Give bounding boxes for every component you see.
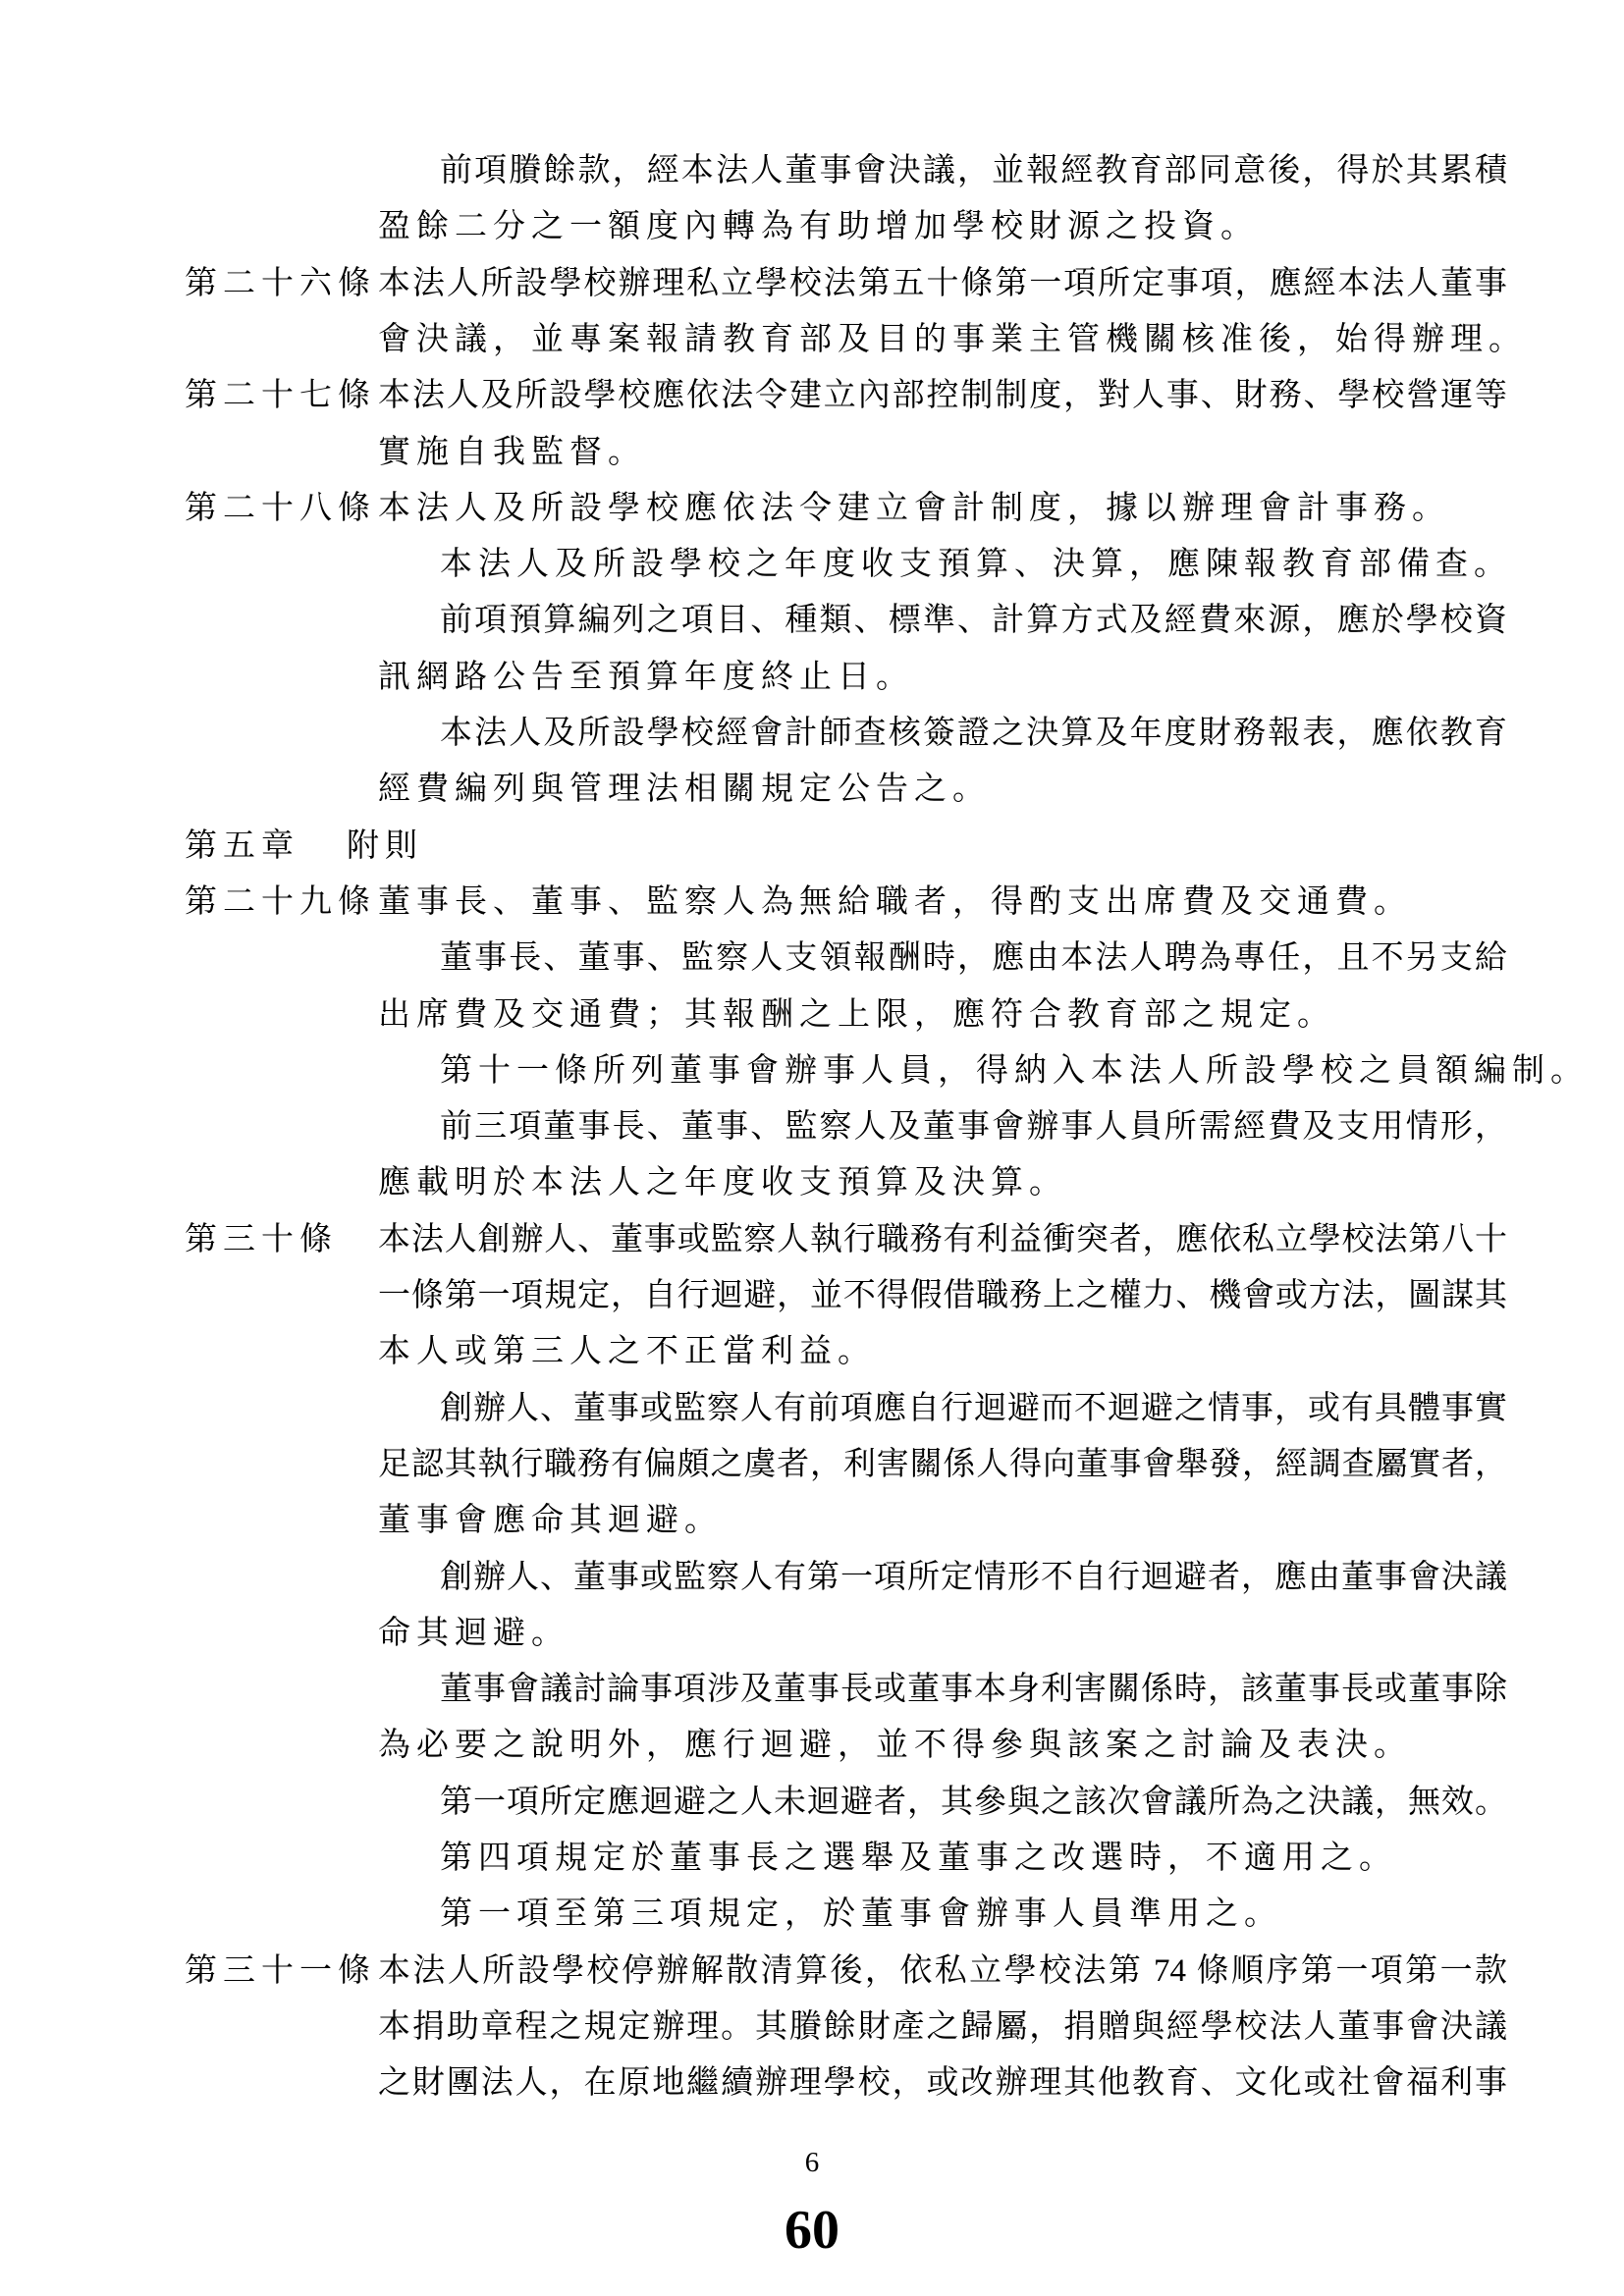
line-text: 為必要之說明外，應行迴避，並不得參與該案之討論及表決。 <box>378 1728 1412 1764</box>
line-text: 實施自我監督。 <box>378 434 646 470</box>
text-line <box>0 1893 1624 1938</box>
line-text: 本法人及所設學校經會計師查核簽證之決算及年度財務報表，應依教育 <box>440 716 1507 751</box>
line-text: 一條第一項規定，自行迴避，並不得假借職務上之權力、機會或方法，圖謀其 <box>378 1278 1507 1313</box>
text-line <box>0 599 1624 644</box>
text-line <box>0 936 1624 982</box>
line-text: 本法人及所設學校應依法令建立內部控制制度，對人事、財務、學校營運等 <box>378 378 1507 414</box>
line-text: 創辦人、董事或監察人有第一項所定情形不自行迴避者，應由董事會決議 <box>440 1559 1507 1595</box>
line-text: 第一項至第三項規定，於董事會辦事人員準用之。 <box>440 1896 1282 1933</box>
page-number: 6 <box>804 2147 820 2178</box>
line-text: 董事會議討論事項涉及董事長或董事本身利害關係時，該董事長或董事除 <box>440 1672 1507 1708</box>
line-text: 第十一條所列董事會辦事人員，得納入本法人所設學校之員額編制。 <box>440 1052 1589 1089</box>
article-number-label: 第二十六條 <box>185 265 376 301</box>
line-text: 應載明於本法人之年度收支預算及決算。 <box>378 1165 1067 1201</box>
line-text: 本法人及所設學校之年度收支預算、決算，應陳報教育部備查。 <box>440 547 1512 583</box>
line-text: 前三項董事長、董事、監察人及董事會辦事人員所需經費及支用情形， <box>440 1109 1507 1146</box>
line-text: 本法人創辦人、董事或監察人執行職務有利益衝突者，應依私立學校法第八十 <box>378 1221 1507 1257</box>
article-line <box>0 262 1624 307</box>
article-number-label: 第二十九條 <box>185 883 376 920</box>
article-line <box>0 881 1624 926</box>
text-line <box>0 993 1624 1039</box>
line-text: 董事長、董事、監察人支領報酬時，應由本法人聘為專任，且不另支給 <box>440 940 1507 977</box>
text-line <box>0 1161 1624 1206</box>
line-text: 盈餘二分之一額度內轉為有助增加學校財源之投資。 <box>378 209 1259 245</box>
text-line <box>0 1668 1624 1713</box>
text-line <box>0 1387 1624 1432</box>
chapter-title: 附則 <box>347 828 423 864</box>
text-line <box>0 318 1624 363</box>
text-line <box>0 205 1624 250</box>
text-line <box>0 1556 1624 1601</box>
text-line <box>0 656 1624 701</box>
text-line <box>0 712 1624 757</box>
text-line <box>0 1781 1624 1826</box>
line-text: 第一項所定應迴避之人未迴避者，其參與之該次會議所為之決議，無效。 <box>440 1784 1507 1820</box>
line-text: 前項賸餘款，經本法人董事會決議，並報經教育部同意後，得於其累積 <box>440 153 1507 188</box>
line-text: 第四項規定於董事長之選舉及董事之改選時，不適用之。 <box>440 1841 1397 1876</box>
line-text: 經費編列與管理法相關規定公告之。 <box>378 772 991 808</box>
text-line <box>0 149 1624 194</box>
line-text: 命其迴避。 <box>378 1615 569 1651</box>
line-text: 本法人及所設學校應依法令建立會計制度，據以辦理會計事務。 <box>378 490 1450 526</box>
article-line <box>0 1949 1624 1995</box>
chapter-number-label: 第五章 <box>185 828 299 864</box>
line-text: 前項預算編列之項目、種類、標準、計算方式及經費來源，應於學校資 <box>440 603 1507 639</box>
article-number-label: 第二十八條 <box>185 490 376 526</box>
article-number-label: 第三十一條 <box>185 1952 376 1989</box>
article-line <box>0 487 1624 532</box>
line-text: 足認其執行職務有偏頗之虞者，利害關係人得向董事會舉發，經調查屬實者， <box>378 1446 1507 1482</box>
line-text: 會決議，並專案報請教育部及目的事業主管機關核准後，始得辦理。 <box>378 321 1527 357</box>
line-text: 之財團法人，在原地繼續辦理學校，或改辦理其他教育、文化或社會福利事 <box>378 2065 1507 2102</box>
text-line <box>0 1105 1624 1150</box>
line-text: 本捐助章程之規定辦理。其賸餘財產之歸屬，捐贈與經學校法人董事會決議 <box>378 2008 1507 2045</box>
text-line <box>0 543 1624 588</box>
chapter-line <box>0 825 1624 870</box>
line-text: 董事會應命其迴避。 <box>378 1503 723 1539</box>
article-number-label: 第二十七條 <box>185 378 376 414</box>
article-line <box>0 1218 1624 1263</box>
text-line <box>0 1837 1624 1882</box>
book-page-number: 60 <box>785 2200 839 2261</box>
text-line <box>0 1724 1624 1769</box>
text-line <box>0 1330 1624 1375</box>
text-line <box>0 1274 1624 1319</box>
article-line <box>0 374 1624 419</box>
text-line <box>0 431 1624 476</box>
line-text: 本法人所設學校辦理私立學校法第五十條第一項所定事項，應經本法人董事 <box>378 265 1507 301</box>
line-text: 董事長、董事、監察人為無給職者，得酌支出席費及交通費。 <box>378 883 1412 920</box>
line-text: 訊網路公告至預算年度終止日。 <box>378 659 914 695</box>
line-text: 創辦人、董事或監察人有前項應自行迴避而不迴避之情事，或有具體事實 <box>440 1390 1507 1426</box>
line-text: 本人或第三人之不正當利益。 <box>378 1334 876 1370</box>
text-line <box>0 768 1624 813</box>
text-line <box>0 1612 1624 1657</box>
article-number-label: 第三十條 <box>185 1221 338 1257</box>
text-line <box>0 1443 1624 1488</box>
text-line <box>0 2061 1624 2107</box>
line-text: 本法人所設學校停辦解散清算後，依私立學校法第 74 條順序第一項第一款 <box>378 1952 1507 1989</box>
text-line <box>0 1499 1624 1544</box>
text-line <box>0 2005 1624 2051</box>
text-line <box>0 1049 1624 1095</box>
line-text: 出席費及交通費；其報酬之上限，應符合教育部之規定。 <box>378 996 1335 1033</box>
